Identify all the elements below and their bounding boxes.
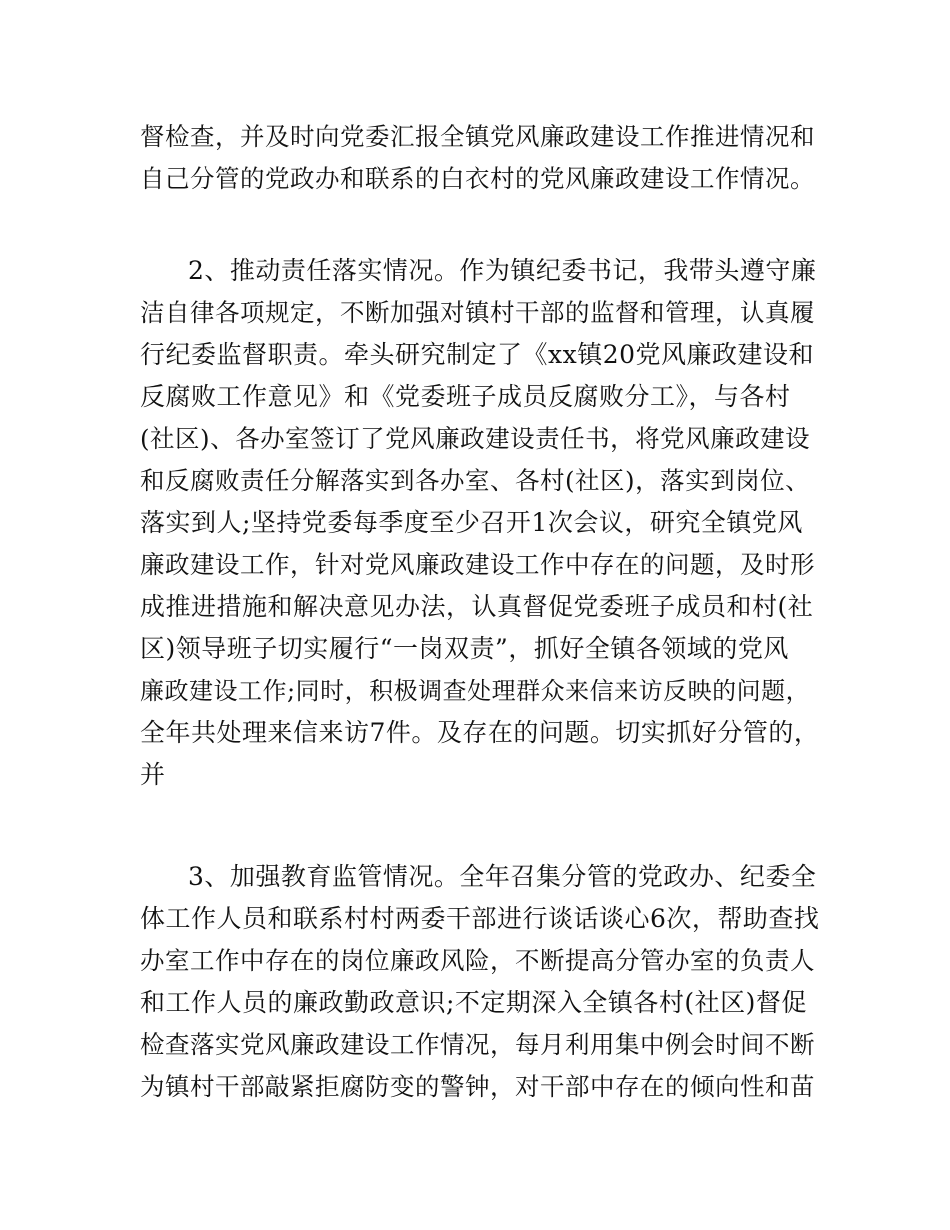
text-line: 区)领导班子切实履行“一岗双责”，抓好全镇各领域的党风 xyxy=(140,634,789,663)
text-line: 行纪委监督职责。牵头研究制定了《xx镇20党风廉政建设和 xyxy=(140,340,815,369)
text-line: 办室工作中存在的岗位廉政风险，不断提高分管办室的负责人 xyxy=(140,946,815,975)
paragraph-3 xyxy=(140,856,820,1108)
text-line: 和工作人员的廉政勤政意识;不定期深入全镇各村(社区)督促 xyxy=(140,988,807,1017)
text-line: 落实到人;坚持党委每季度至少召开1次会议，研究全镇党风 xyxy=(140,508,803,537)
text-line: 自己分管的党政办和联系的白衣村的党风廉政建设工作情况。 xyxy=(140,164,815,193)
text-line: 廉政建设工作，针对党风廉政建设工作中存在的问题，及时形 xyxy=(140,550,815,579)
text-line: 为镇村干部敲紧拒腐防变的警钟，对干部中存在的倾向性和苗 xyxy=(140,1072,815,1101)
text-line: 洁自律各项规定，不断加强对镇村干部的监督和管理，认真履 xyxy=(140,298,815,327)
paragraph-2 xyxy=(140,250,820,796)
text-line: 反腐败工作意见》和《党委班子成员反腐败分工》，与各村 xyxy=(140,382,791,411)
text-line: 廉政建设工作;同时，积极调查处理群众来信来访反映的问题， xyxy=(140,677,811,705)
text-line: 检查落实党风廉政建设工作情况，每月利用集中例会时间不断 xyxy=(140,1030,815,1059)
text-line: 成推进措施和解决意见办法，认真督促党委班子成员和村(社 xyxy=(140,592,814,621)
text-line: 并 xyxy=(140,760,166,789)
text-line: (社区)、各办室签订了党风廉政建设责任书，将党风廉政建设 xyxy=(140,424,811,453)
text-line-first: 3、加强教育监管情况。全年召集分管的党政办、纪委全 xyxy=(188,862,817,891)
text-line: 体工作人员和联系村村两委干部进行谈话谈心6次，帮助查找 xyxy=(140,904,820,933)
paragraph-1 xyxy=(140,116,820,200)
text-line: 和反腐败责任分解落实到各办室、各村(社区)，落实到岗位、 xyxy=(140,466,811,495)
text-line: 督检查，并及时向党委汇报全镇党风廉政建设工作推进情况和 xyxy=(140,122,815,151)
text-line-first: 2、推动责任落实情况。作为镇纪委书记，我带头遵守廉 xyxy=(188,256,817,285)
text-line: 全年共处理来信来访7件。及存在的问题。切实抓好分管的， xyxy=(140,718,820,747)
